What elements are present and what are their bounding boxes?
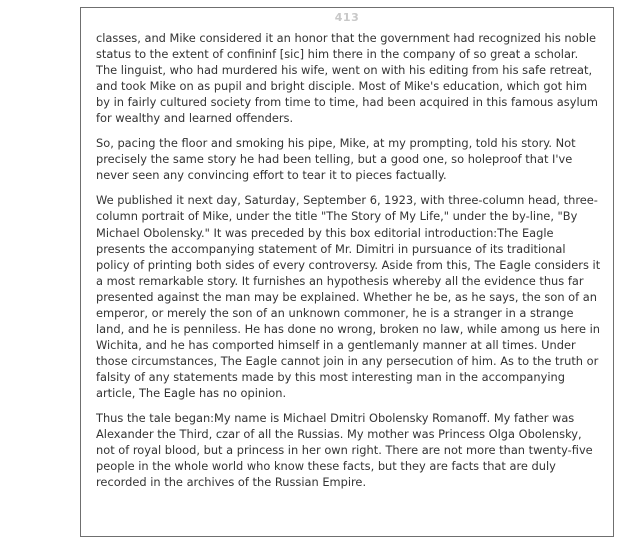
paragraph-1: classes, and Mike considered it an honor that the government had recognized his noble status to the extent of confininf [sic] him there in the company of so great a scholar. The linguist, who had murdered his wife, went on with his editing from his safe retreat, and took Mike on as pupil and bright disciple. Most of Mike's education, which got him by in fairly cultured society from time to time, had been acquired in this famous asylum for wealthy and learned offenders. xyxy=(96,31,598,126)
document-page xyxy=(80,7,614,537)
body-text xyxy=(96,30,602,499)
page-number: 413 xyxy=(334,11,360,24)
paragraph-2: So, pacing the floor and smoking his pipe, Mike, at my prompting, told his story. Not precisely the same story he had been telling, but a good one, so holeproof that I've never seen any convincing effort to tear it to pieces factually. xyxy=(96,136,576,183)
paragraph-3: We published it next day, Saturday, September 6, 1923, with three-column head, three-column portrait of Mike, under the title "The Story of My Life," under the by-line, "By Michael Obolensky." It was preceded by this box editorial introduction:The Eagle presents the accompanying statement of Mr. Dimitri in pursuance of its traditional policy of printing both sides of every controversy. Aside from this, The Eagle considers it a most remarkable story. It furnishes an hypothesis whereby all the evidence thus far presented against the man may be explained. Whether he be, as he says, the son of an emperor, or merely the son of an unknown commoner, he is a stranger in a strange land, and he is penniless. He has done no wrong, broken no law, while among us here in Wichita, and he has comported himself in a gentlemanly manner at all times. Under those circumstances, The Eagle cannot join in any persecution of him. As to the truth or falsity of any statements made by this most interesting man in the accompanying article, The Eagle has no opinion. xyxy=(96,193,601,400)
paragraph-4: Thus the tale began:My name is Michael Dmitri Obolensky Romanoff. My father was Alexander the Third, czar of all the Russias. My mother was Princess Olga Obolensky, not of royal blood, but a princess in her own right. There are not more than twenty-five people in the whole world who know these facts, but they are facts that are duly recorded in the archives of the Russian Empire. xyxy=(96,411,593,490)
